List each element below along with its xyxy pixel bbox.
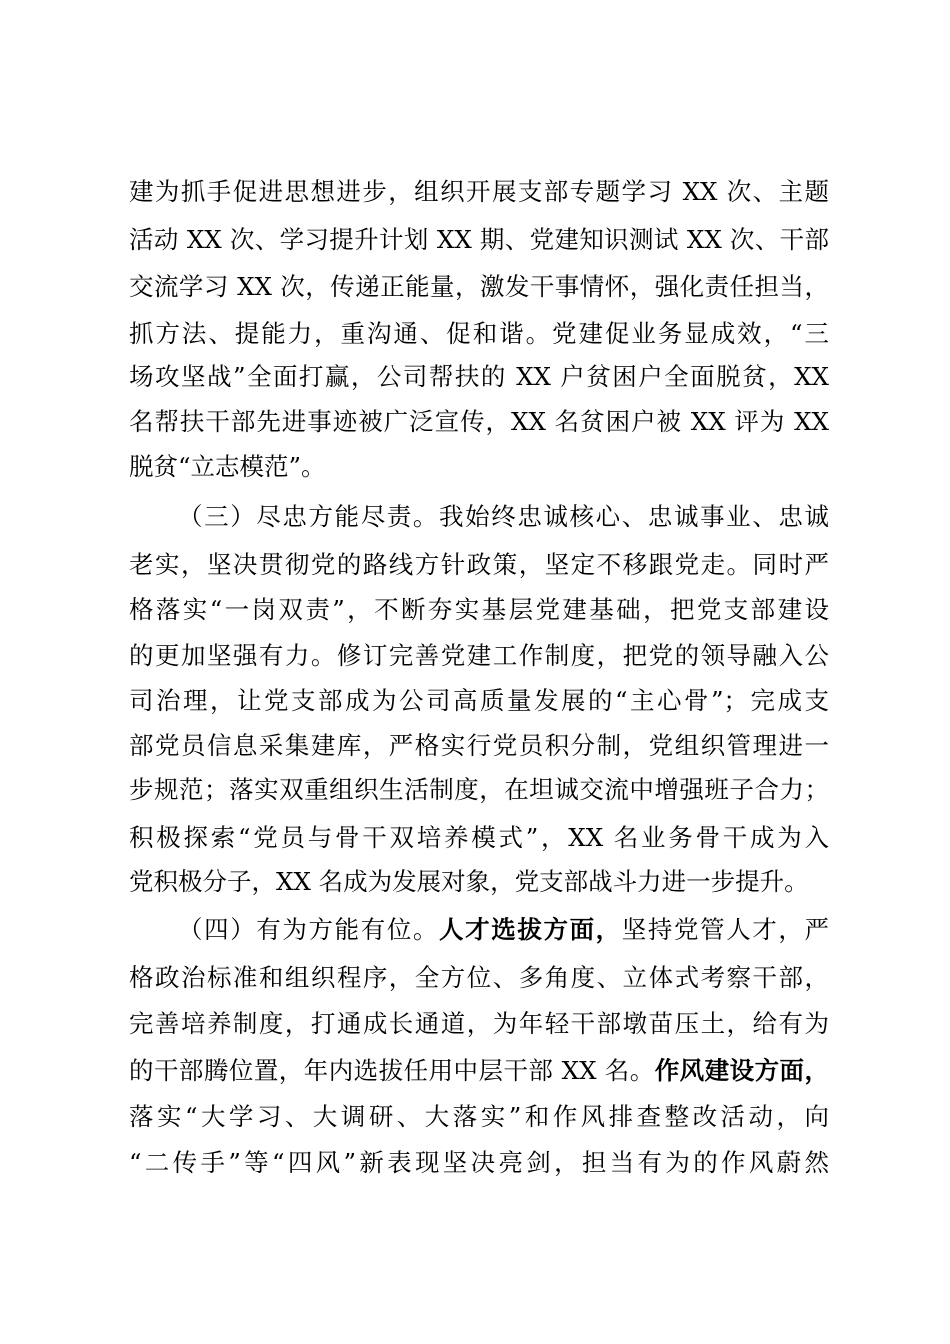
text-line: 名帮扶干部先进事迹被广泛宣传，XX 名贫困户被 XX 评为 XX bbox=[129, 407, 829, 436]
text-segment: 的干部腾位置，年内选拔任用中层干部 XX 名。 bbox=[129, 1056, 655, 1085]
section-heading-line: （三）尽忠方能尽责。我始终忠诚核心、忠诚事业、忠诚 bbox=[178, 502, 829, 531]
section-heading-line bbox=[178, 910, 829, 950]
text-line: 格落实“一岗双责”，不断夯实基层党建基础，把党支部建设 bbox=[129, 595, 829, 624]
text-line: 完善培养制度，打通成长通道，为年轻干部墩苗压土，给有为 bbox=[129, 1009, 829, 1038]
text-line: 积极探索“党员与骨干双培养模式”，XX 名业务骨干成为入 bbox=[129, 823, 829, 852]
text-line: 部党员信息采集建库，严格实行党员积分制，党组织管理进一 bbox=[129, 731, 829, 760]
text-line: 脱贫“立志模范”。 bbox=[129, 452, 326, 481]
text-line: 步规范；落实双重组织生活制度，在坦诚交流中增强班子合力； bbox=[129, 775, 829, 804]
text-line: 场攻坚战”全面打赢，公司帮扶的 XX 户贫困户全面脱贫，XX bbox=[129, 362, 829, 391]
text-line: 的更加坚强有力。修订完善党建工作制度，把党的领导融入公 bbox=[129, 641, 829, 670]
section-title: （四）有为方能有位。 bbox=[178, 915, 440, 944]
text-line bbox=[129, 1051, 829, 1091]
text-line: 司治理，让党支部成为公司高质量发展的“主心骨”；完成支 bbox=[129, 686, 829, 715]
text-line: 老实，坚决贯彻党的路线方针政策，坚定不移跟党走。同时严 bbox=[129, 550, 829, 579]
text-line: 落实“大学习、大调研、大落实”和作风排查整改活动，向 bbox=[129, 1102, 829, 1131]
text-segment: 坚持党管人才，严 bbox=[621, 915, 830, 944]
bold-subheading: 作风建设方面， bbox=[654, 1056, 830, 1085]
text-line: 交流学习 XX 次，传递正能量，激发干事情怀，强化责任担当， bbox=[129, 272, 829, 301]
text-line: 活动 XX 次、学习提升计划 XX 期、党建知识测试 XX 次、干部 bbox=[129, 225, 829, 254]
text-line: 党积极分子，XX 名成为发展对象，党支部战斗力进一步提升。 bbox=[129, 867, 809, 896]
bold-subheading: 人才选拔方面， bbox=[439, 915, 622, 944]
text-line: 格政治标准和组织程序，全方位、多角度、立体式考察干部， bbox=[129, 963, 829, 992]
text-line: 建为抓手促进思想进步，组织开展支部专题学习 XX 次、主题 bbox=[129, 177, 829, 206]
text-line: “二传手”等“四风”新表现坚决亮剑，担当有为的作风蔚然 bbox=[129, 1148, 829, 1177]
text-line: 抓方法、提能力，重沟通、促和谐。党建促业务显成效，“三 bbox=[129, 319, 829, 348]
